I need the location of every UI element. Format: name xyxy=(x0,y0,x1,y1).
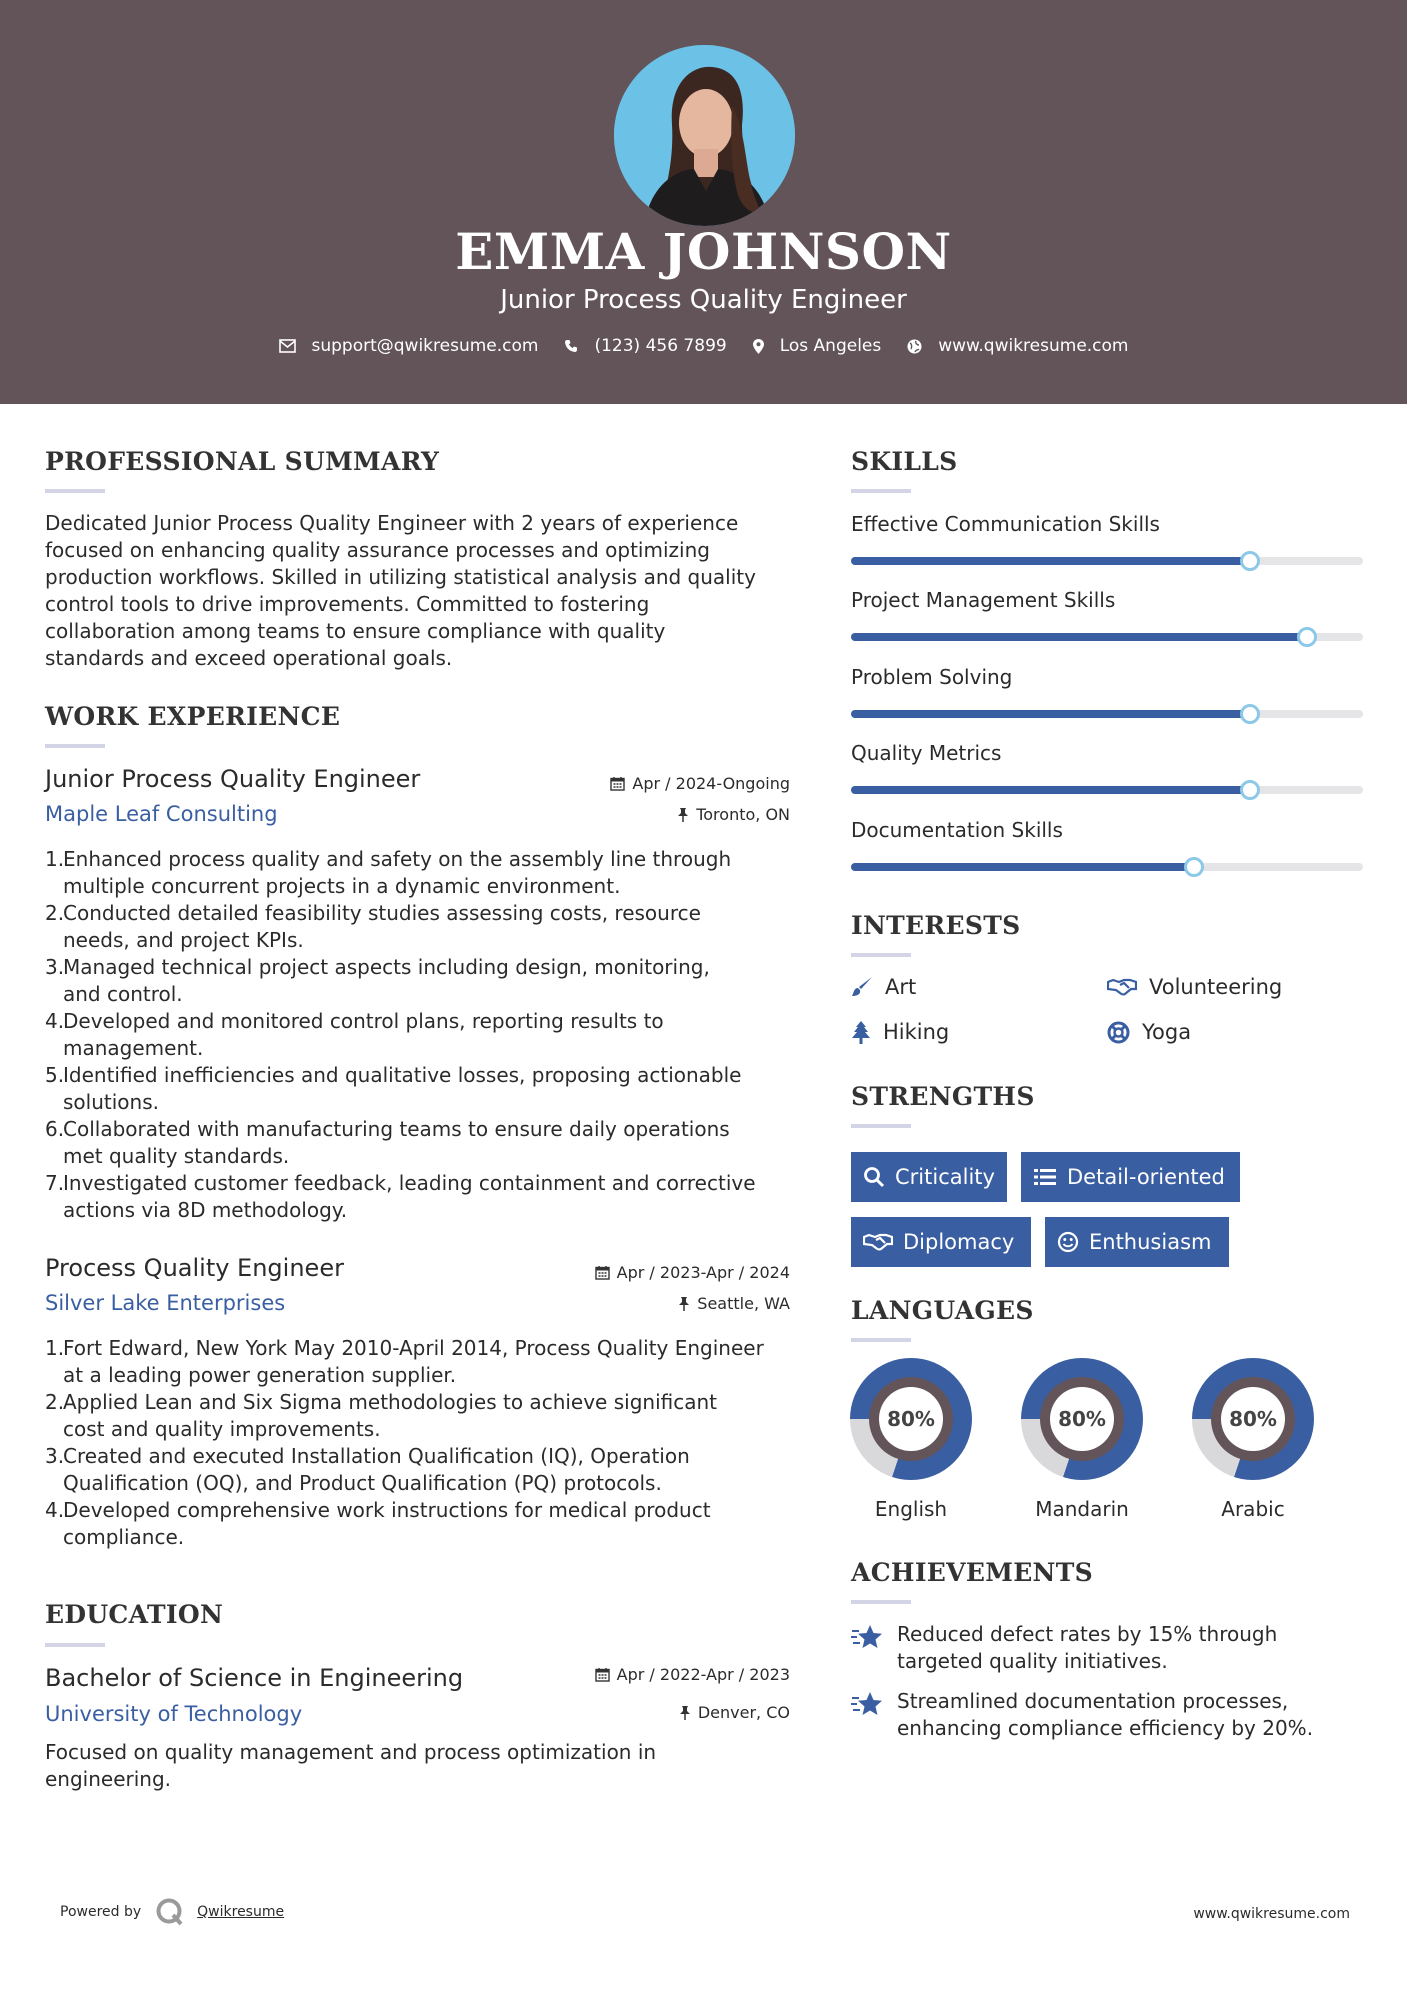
list-item: 3. Managed technical project aspects including design, monitoring, and control. xyxy=(45,955,710,1006)
education-description: Focused on quality management and process optimization in engineering. xyxy=(45,1740,657,1791)
company-name: Maple Leaf Consulting xyxy=(45,802,278,826)
pushpin-icon xyxy=(678,1296,690,1311)
job-title: Process Quality Engineer xyxy=(45,1254,344,1282)
skill-bar-knob xyxy=(1240,780,1260,800)
interests-heading: INTERESTS xyxy=(851,911,1021,940)
languages-heading-rule xyxy=(851,1338,911,1342)
skill-bar-fill xyxy=(851,863,1194,871)
resume-header xyxy=(0,0,1407,404)
calendar-icon xyxy=(610,776,625,791)
brand-link[interactable]: Qwikresume xyxy=(197,1904,285,1920)
strength-chip: Enthusiasm xyxy=(1045,1217,1229,1267)
summary-text xyxy=(45,510,805,672)
strengths-heading-rule xyxy=(851,1124,911,1128)
website-text: www.qwikresume.com xyxy=(938,336,1129,356)
company-name: Silver Lake Enterprises xyxy=(45,1291,286,1315)
summary-line: Dedicated Junior Process Quality Engineer with 2 years of experience xyxy=(45,511,739,535)
education-dates xyxy=(595,1665,790,1684)
list-item: 3. Created and executed Installation Qualification (IQ), Operation Qualification (OQ), and Product Qualification (PQ) protocols. xyxy=(45,1444,690,1495)
language-name: English xyxy=(874,1497,948,1521)
job-location xyxy=(677,805,790,824)
star-icon xyxy=(851,1690,885,1720)
tree-icon xyxy=(851,1021,871,1044)
list-item: 1. Fort Edward, New York May 2010-April 2014, Process Quality Engineer at a leading power generation supplier. xyxy=(45,1336,764,1387)
list-item: 4. Developed comprehensive work instructions for medical product compliance. xyxy=(45,1498,711,1549)
skill-bar-knob xyxy=(1240,704,1260,724)
achievement-item: Reduced defect rates by 15% through targeted quality initiatives. xyxy=(851,1621,1351,1675)
globe-icon xyxy=(907,339,922,354)
education-location-text: Denver, CO xyxy=(697,1703,790,1722)
interest-item: Volunteering xyxy=(1107,975,1282,999)
qwikresume-logo-icon xyxy=(155,1897,185,1927)
footer-url[interactable]: www.qwikresume.com xyxy=(1193,1906,1350,1922)
handshake-icon xyxy=(1107,977,1137,997)
contact-bar xyxy=(0,336,1407,356)
phone-text: (123) 456 7899 xyxy=(594,336,727,356)
lifebuoy-icon xyxy=(1107,1021,1130,1044)
language-ring xyxy=(1021,1358,1143,1480)
list-item: 6. Collaborated with manufacturing teams to ensure daily operations met quality standards. xyxy=(45,1117,730,1168)
summary-line: focused on enhancing quality assurance processes and optimizing xyxy=(45,538,710,562)
phone-icon xyxy=(564,339,578,353)
skill-bar xyxy=(851,633,1363,641)
language-name: Arabic xyxy=(1221,1497,1285,1521)
interest-item: Yoga xyxy=(1107,1020,1191,1044)
contact-email[interactable] xyxy=(279,336,539,356)
job-location-text: Toronto, ON xyxy=(696,805,790,824)
education-dates-text: Apr / 2022-Apr / 2023 xyxy=(616,1665,790,1684)
job-location-text: Seattle, WA xyxy=(697,1294,790,1313)
contact-website[interactable] xyxy=(907,336,1128,356)
list-item: 5. Identified inefficiencies and qualitative losses, proposing actionable solutions. xyxy=(45,1063,742,1114)
strength-chip: Diplomacy xyxy=(851,1217,1031,1267)
strength-chip: Criticality xyxy=(851,1152,1007,1202)
job-location xyxy=(678,1294,790,1313)
language-percent: 80% xyxy=(879,1387,943,1451)
handshake-icon xyxy=(863,1232,893,1252)
contact-phone[interactable] xyxy=(564,336,726,356)
list-item: 2. Applied Lean and Six Sigma methodologies to achieve significant cost and quality improvements. xyxy=(45,1390,717,1441)
job-dates xyxy=(610,774,790,793)
language-ring xyxy=(850,1358,972,1480)
list-icon xyxy=(1033,1167,1057,1187)
skill-bar xyxy=(851,863,1363,871)
summary-line: collaboration among teams to ensure compliance with quality xyxy=(45,619,666,643)
candidate-title: Junior Process Quality Engineer xyxy=(500,285,907,315)
job-duties-list xyxy=(45,1335,805,1551)
skill-bar xyxy=(851,710,1363,718)
smile-icon xyxy=(1057,1231,1079,1253)
skill-bar-fill xyxy=(851,710,1250,718)
summary-heading: PROFESSIONAL SUMMARY xyxy=(45,447,440,476)
summary-line: control tools to drive improvements. Committed to fostering xyxy=(45,592,650,616)
school-name: University of Technology xyxy=(45,1702,303,1726)
skill-label: Problem Solving xyxy=(851,665,1013,689)
language-percent: 80% xyxy=(1221,1387,1285,1451)
job-dates-text: Apr / 2023-Apr / 2024 xyxy=(616,1263,790,1282)
calendar-icon xyxy=(595,1265,610,1280)
profile-photo xyxy=(614,45,795,226)
skill-bar-knob xyxy=(1240,551,1260,571)
skill-label: Project Management Skills xyxy=(851,588,1116,612)
achievements-heading-rule xyxy=(851,1600,911,1604)
calendar-icon xyxy=(595,1667,610,1682)
summary-line: standards and exceed operational goals. xyxy=(45,646,453,670)
language-percent: 80% xyxy=(1050,1387,1114,1451)
contact-location xyxy=(753,336,882,356)
skill-label: Effective Communication Skills xyxy=(851,512,1160,536)
skill-bar-knob xyxy=(1184,857,1204,877)
skills-heading-rule xyxy=(851,489,911,493)
pushpin-icon xyxy=(679,1705,691,1720)
skill-bar-knob xyxy=(1297,627,1317,647)
skill-bar-fill xyxy=(851,557,1250,565)
envelope-icon xyxy=(279,339,296,353)
skill-bar-fill xyxy=(851,786,1250,794)
paintbrush-icon xyxy=(851,976,873,998)
pushpin-icon xyxy=(677,807,689,822)
job-dates-text: Apr / 2024-Ongoing xyxy=(632,774,790,793)
skill-bar xyxy=(851,786,1363,794)
interests-heading-rule xyxy=(851,953,911,957)
strengths-heading: STRENGTHS xyxy=(851,1082,1035,1111)
list-item: 1. Enhanced process quality and safety on the assembly line through multiple concurrent projects in a dynamic environment. xyxy=(45,847,732,898)
job-duties-list xyxy=(45,846,805,1224)
star-icon xyxy=(851,1623,885,1653)
strength-chip: Detail-oriented xyxy=(1021,1152,1240,1202)
experience-heading-rule xyxy=(45,744,105,748)
summary-heading-rule xyxy=(45,489,105,493)
job-dates xyxy=(595,1263,790,1282)
list-item: 2. Conducted detailed feasibility studies assessing costs, resource needs, and project KPIs. xyxy=(45,901,701,952)
map-pin-icon xyxy=(753,339,764,354)
degree-title: Bachelor of Science in Engineering xyxy=(45,1664,464,1692)
list-item: 7. Investigated customer feedback, leading containment and corrective actions via 8D methodology. xyxy=(45,1171,756,1222)
skills-heading: SKILLS xyxy=(851,447,958,476)
job-title: Junior Process Quality Engineer xyxy=(45,765,421,793)
location-text: Los Angeles xyxy=(779,336,882,356)
footer-powered-by xyxy=(60,1897,284,1927)
skill-label: Documentation Skills xyxy=(851,818,1063,842)
interest-item: Art xyxy=(851,975,916,999)
skill-bar xyxy=(851,557,1363,565)
achievements-heading: ACHIEVEMENTS xyxy=(851,1558,1093,1587)
interest-item: Hiking xyxy=(851,1020,949,1044)
skill-label: Quality Metrics xyxy=(851,741,1002,765)
education-heading: EDUCATION xyxy=(45,1600,224,1629)
summary-line: production workflows. Skilled in utilizing statistical analysis and quality xyxy=(45,565,756,589)
list-item: 4. Developed and monitored control plans, reporting results to management. xyxy=(45,1009,664,1060)
language-name: Mandarin xyxy=(1035,1497,1129,1521)
language-ring xyxy=(1192,1358,1314,1480)
powered-by-label: Powered by xyxy=(60,1904,142,1920)
languages-heading: LANGUAGES xyxy=(851,1296,1034,1325)
email-text: support@qwikresume.com xyxy=(311,336,539,356)
experience-heading: WORK EXPERIENCE xyxy=(45,702,341,731)
education-location xyxy=(679,1703,790,1722)
skill-bar-fill xyxy=(851,633,1307,641)
achievement-item: Streamlined documentation processes, enhancing compliance efficiency by 20%. xyxy=(851,1688,1351,1742)
education-heading-rule xyxy=(45,1643,105,1647)
search-icon xyxy=(863,1166,885,1188)
candidate-name: EMMA JOHNSON xyxy=(455,222,952,281)
